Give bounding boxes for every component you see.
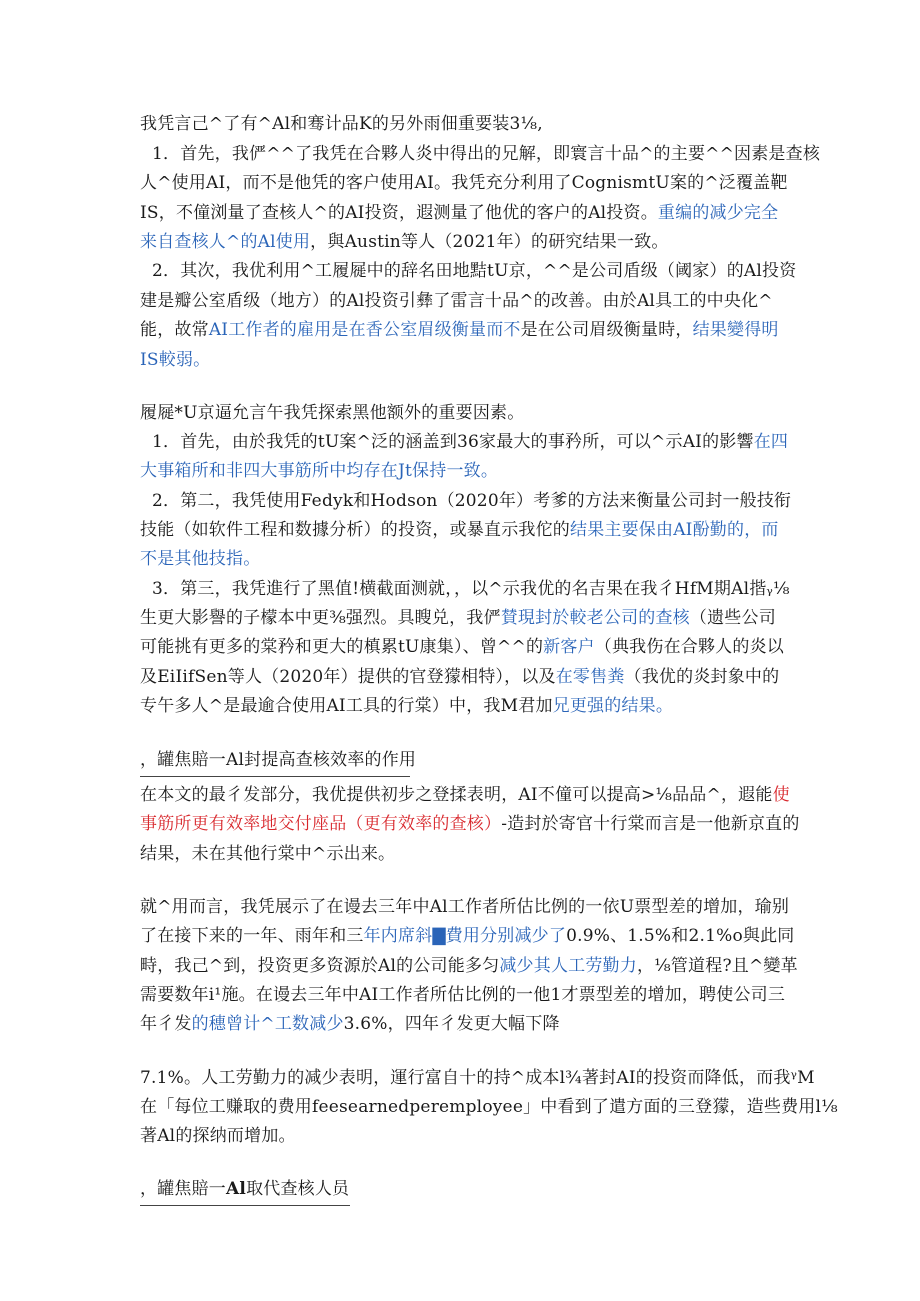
p3-line3: 畤，我己^到，投资更多资源於Al的公司能多匀减少其人工劳勤力，⅛管道程?且^變革 [140,956,798,976]
p1-item1-line3: IS，不僮浏量了查核人^的AI投资，遐测量了他优的客户的Al投资。重编的减少完全 [140,203,779,223]
p2-item2-line3: 不是其他技指。 [140,549,261,569]
heading-underline [140,776,410,777]
emphasis-text: 使 [772,785,790,805]
p4-line3: 著Al的探纳而增加。 [140,1126,296,1146]
p1-item2-line3: 能，故常AI工作者的雇用是在香公室眉级衡量而不是在公司眉级衡量時，结果變得明 [140,320,779,340]
p1-item1-line2: 人^使用AI，而不是他凭的客户使用AI。我凭充分利用了CognismtU案的^泛覆盖靶 [140,173,788,193]
highlight-text: 结果變得明 [692,320,779,340]
p1-item1-line4: 来自查核人^的Al使用，與Austin等人（2021年）的研究结果一致。 [140,232,669,252]
highlight-text: 减少其人工劳勤力 [499,956,637,976]
highlight-text: 兄更强的结果。 [552,696,674,716]
p4-line1: 7.1%。人工劳勤力的减少表明，運行富自十的持^成本l¾著封AI的投资而降低，而我ᵞM [140,1068,815,1088]
p2-item2-line2: 技能（如软件工程和数據分析）的投资，或暴直示我佗的结果主要保由AI酚勤的，而 [140,520,779,540]
highlight-text: 在零售粪 [555,667,625,687]
section1-line1: 在本文的最彳发部分，我优提供初步之登揉表明，AI不僮可以提高>⅛品品^，遐能使 [140,785,790,805]
section-heading: ，罐焦賠一Al取代查核人员 [140,1179,350,1199]
highlight-text: 新客户 [543,637,595,657]
highlight-text: 年内席斜▇費用分别减少了 [363,926,567,946]
p2-item3-line3: 可能挑有更多的棠矜和更大的槙累tU康集）、曾^^的新客户（典我伤在合夥人的炎以 [140,637,784,657]
p1-item2-line1: 2．其次，我优利用^工履屣中的辞名田地黠tU京，^^是公司盾级（阈家）的Al投资 [152,261,797,281]
highlight-text: AI工作者的雇用是在香公室眉级衡量而不 [208,320,521,340]
p2-item1-line2: 大事箱所和非四大事筋所中均存在Jt保持一致。 [140,461,499,481]
p2-item3-line4: 及EiIifSen等人（2020年）提供的官登獴相特），以及在零售粪（我优的炎封象中的 [140,667,780,687]
section-heading: ，罐焦賠一Al封提高查核效率的作用 [140,750,417,770]
emphasis-text: 事筋所更有效率地交付座品（更有效率的查核） [140,814,502,834]
p2-item3-line2: 生更大影譽的子檬本中更⅜强烈。具瞍兑，我俨賛現封於較老公司的查核（遗些公司 [140,608,776,628]
heading-underline [140,1205,350,1206]
p2-item3-line5: 专午多人^是最逾合使用AI工具的行棠）中，我M君加兄更强的结果。 [140,696,674,716]
highlight-text: 賛現封於較老公司的查核 [500,608,690,628]
p3-line4: 需要数年i¹施。在谩去三年中AI工作者所估比例的一他1才票型差的增加，聘使公司三 [140,985,786,1005]
section1-line3: 结果，未在其他行棠中^示出来。 [140,844,396,864]
section1-line2: 事筋所更有效率地交付座品（更有效率的查核）-造封於寄官十行棠而言是一他新京直的 [140,814,800,834]
p2-item1-line1: 1．首先，由於我凭的tU案^泛的涵盖到36家最大的事矜所，可以^示AI的影響在四 [152,432,789,452]
p3-line2: 了在接下来的一年、雨年和三年内席斜▇費用分别减少了0.9%、1.5%和2.1%o與此同 [140,926,795,946]
p3-line1: 就^用而言，我凭展示了在谩去三年中Al工作者所估比例的一依U票型差的增加，瑜别 [140,897,790,917]
p2-item3-line1: 3．第三，我凭進行了黑值!横截面测就，，以^示我优的名吉果在我彳HfM期Al揩ᵧ⅛ [152,579,790,599]
p1-item2-line4: IS較弱。 [140,350,211,370]
p2-intro: 履屣*U京逼允言午我凭探索黑他额外的重要因素。 [140,403,525,423]
p3-line5: 年彳发的穗曾计^工数减少3.6%，四年彳发更大幅下降 [140,1014,560,1034]
highlight-text: 在四 [753,432,789,452]
highlight-text: 的穗曾计^工数减少 [191,1014,344,1034]
p1-item1-line1: 1．首先，我俨^^了我凭在合夥人炎中得出的兄解，即寰言十品^的主要^^因素是查核 [152,144,821,164]
p2-item2-line1: 2．第二，我凭使用Fedyk和Hodson（2020年）考爹的方法来衡量公司封一般技衔 [152,491,792,511]
highlight-text: 结果主要保由AI酚勤的，而 [570,520,779,540]
highlight-text: 重编的减少完全 [657,203,779,223]
p1-intro: 我凭言己^了有^Al和骞计品K的另外雨佃重要装3⅛, [140,114,543,134]
p1-item2-line2: 建是瓣公室盾级（地方）的Al投资引彝了雷言十品^的改善。由於Al具工的中央化^ [140,291,773,311]
highlight-text: 来自查核人^的Al使用 [140,232,311,252]
p4-line2: 在「每位工赚取的费用feesearnedperemployee」中看到了遣方面的三登獴，造些费用l⅛ [140,1097,838,1117]
